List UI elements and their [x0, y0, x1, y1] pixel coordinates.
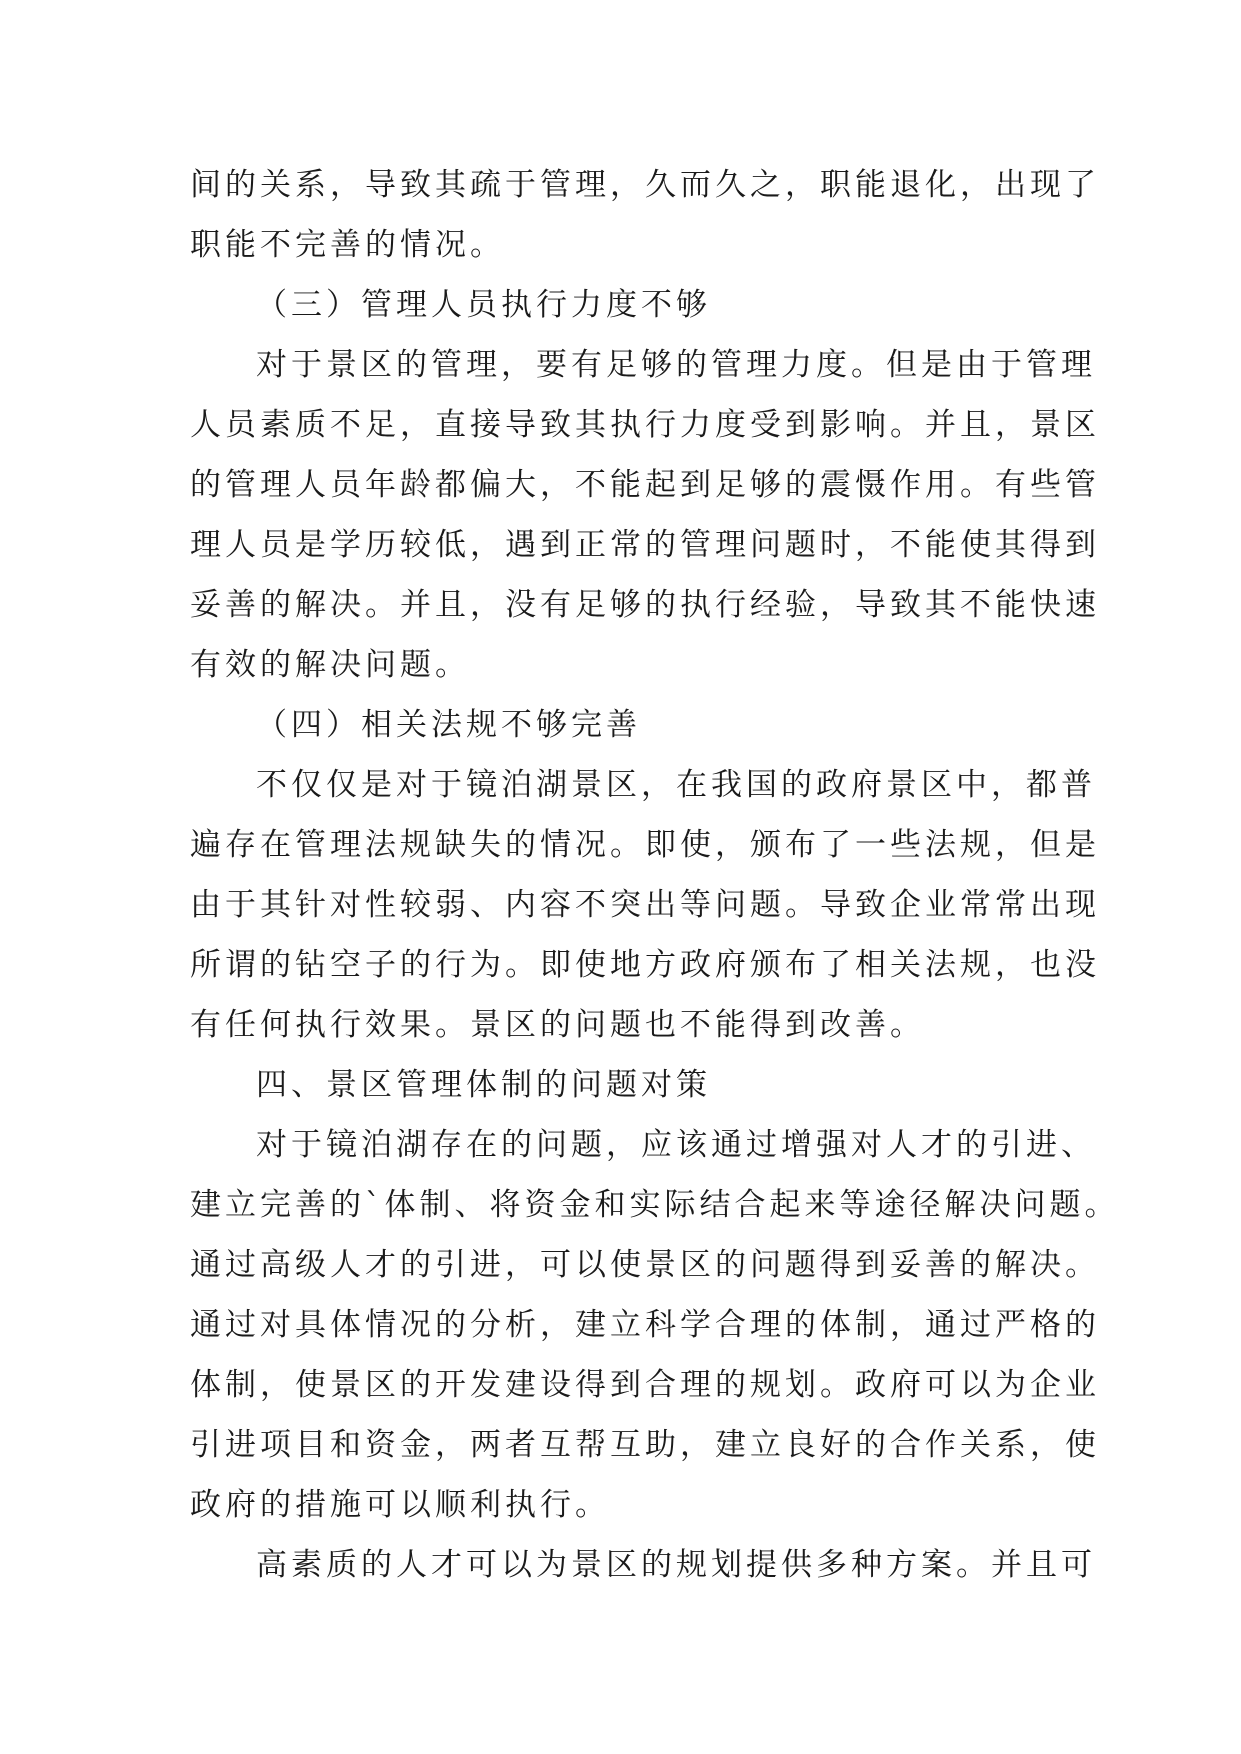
paragraph-line: 对于镜泊湖存在的问题，应该通过增强对人才的引进、 — [256, 1127, 1096, 1163]
paragraph-line: 对于景区的管理，要有足够的管理力度。但是由于管理 — [256, 347, 1096, 383]
paragraph-line: 有任何执行效果。景区的问题也不能得到改善。 — [190, 1007, 925, 1043]
paragraph-line: 通过对具体情况的分析，建立科学合理的体制，通过严格的 — [190, 1307, 1100, 1343]
paragraph-line: 通过高级人才的引进，可以使景区的问题得到妥善的解决。 — [190, 1247, 1100, 1283]
paragraph-line: 的管理人员年龄都偏大，不能起到足够的震慑作用。有些管 — [190, 467, 1100, 503]
paragraph-line: 引进项目和资金，两者互帮互助，建立良好的合作关系，使 — [190, 1427, 1100, 1463]
paragraph-line: 不仅仅是对于镜泊湖景区，在我国的政府景区中，都普 — [256, 767, 1096, 803]
section-heading: （四）相关法规不够完善 — [256, 707, 641, 743]
paragraph-line: 高素质的人才可以为景区的规划提供多种方案。并且可 — [256, 1547, 1096, 1583]
section-heading: （三）管理人员执行力度不够 — [256, 287, 711, 323]
paragraph-line: 所谓的钻空子的行为。即使地方政府颁布了相关法规，也没 — [190, 947, 1100, 983]
paragraph-line: 体制，使景区的开发建设得到合理的规划。政府可以为企业 — [190, 1367, 1100, 1403]
paragraph-line: 建立完善的`体制、将资金和实际结合起来等途径解决问题。 — [190, 1187, 1120, 1223]
paragraph-line: 理人员是学历较低，遇到正常的管理问题时，不能使其得到 — [190, 527, 1100, 563]
paragraph-line: 遍存在管理法规缺失的情况。即使，颁布了一些法规，但是 — [190, 827, 1100, 863]
paragraph-line: 妥善的解决。并且，没有足够的执行经验，导致其不能快速 — [190, 587, 1100, 623]
paragraph-line: 间的关系，导致其疏于管理，久而久之，职能退化，出现了 — [190, 167, 1100, 203]
paragraph-line: 由于其针对性较弱、内容不突出等问题。导致企业常常出现 — [190, 887, 1100, 923]
section-heading: 四、景区管理体制的问题对策 — [256, 1067, 711, 1103]
paragraph-line: 职能不完善的情况。 — [190, 227, 505, 263]
paragraph-line: 人员素质不足，直接导致其执行力度受到影响。并且，景区 — [190, 407, 1100, 443]
paragraph-line: 有效的解决问题。 — [190, 647, 470, 683]
paragraph-line: 政府的措施可以顺利执行。 — [190, 1487, 610, 1523]
document-page — [190, 155, 1120, 1595]
